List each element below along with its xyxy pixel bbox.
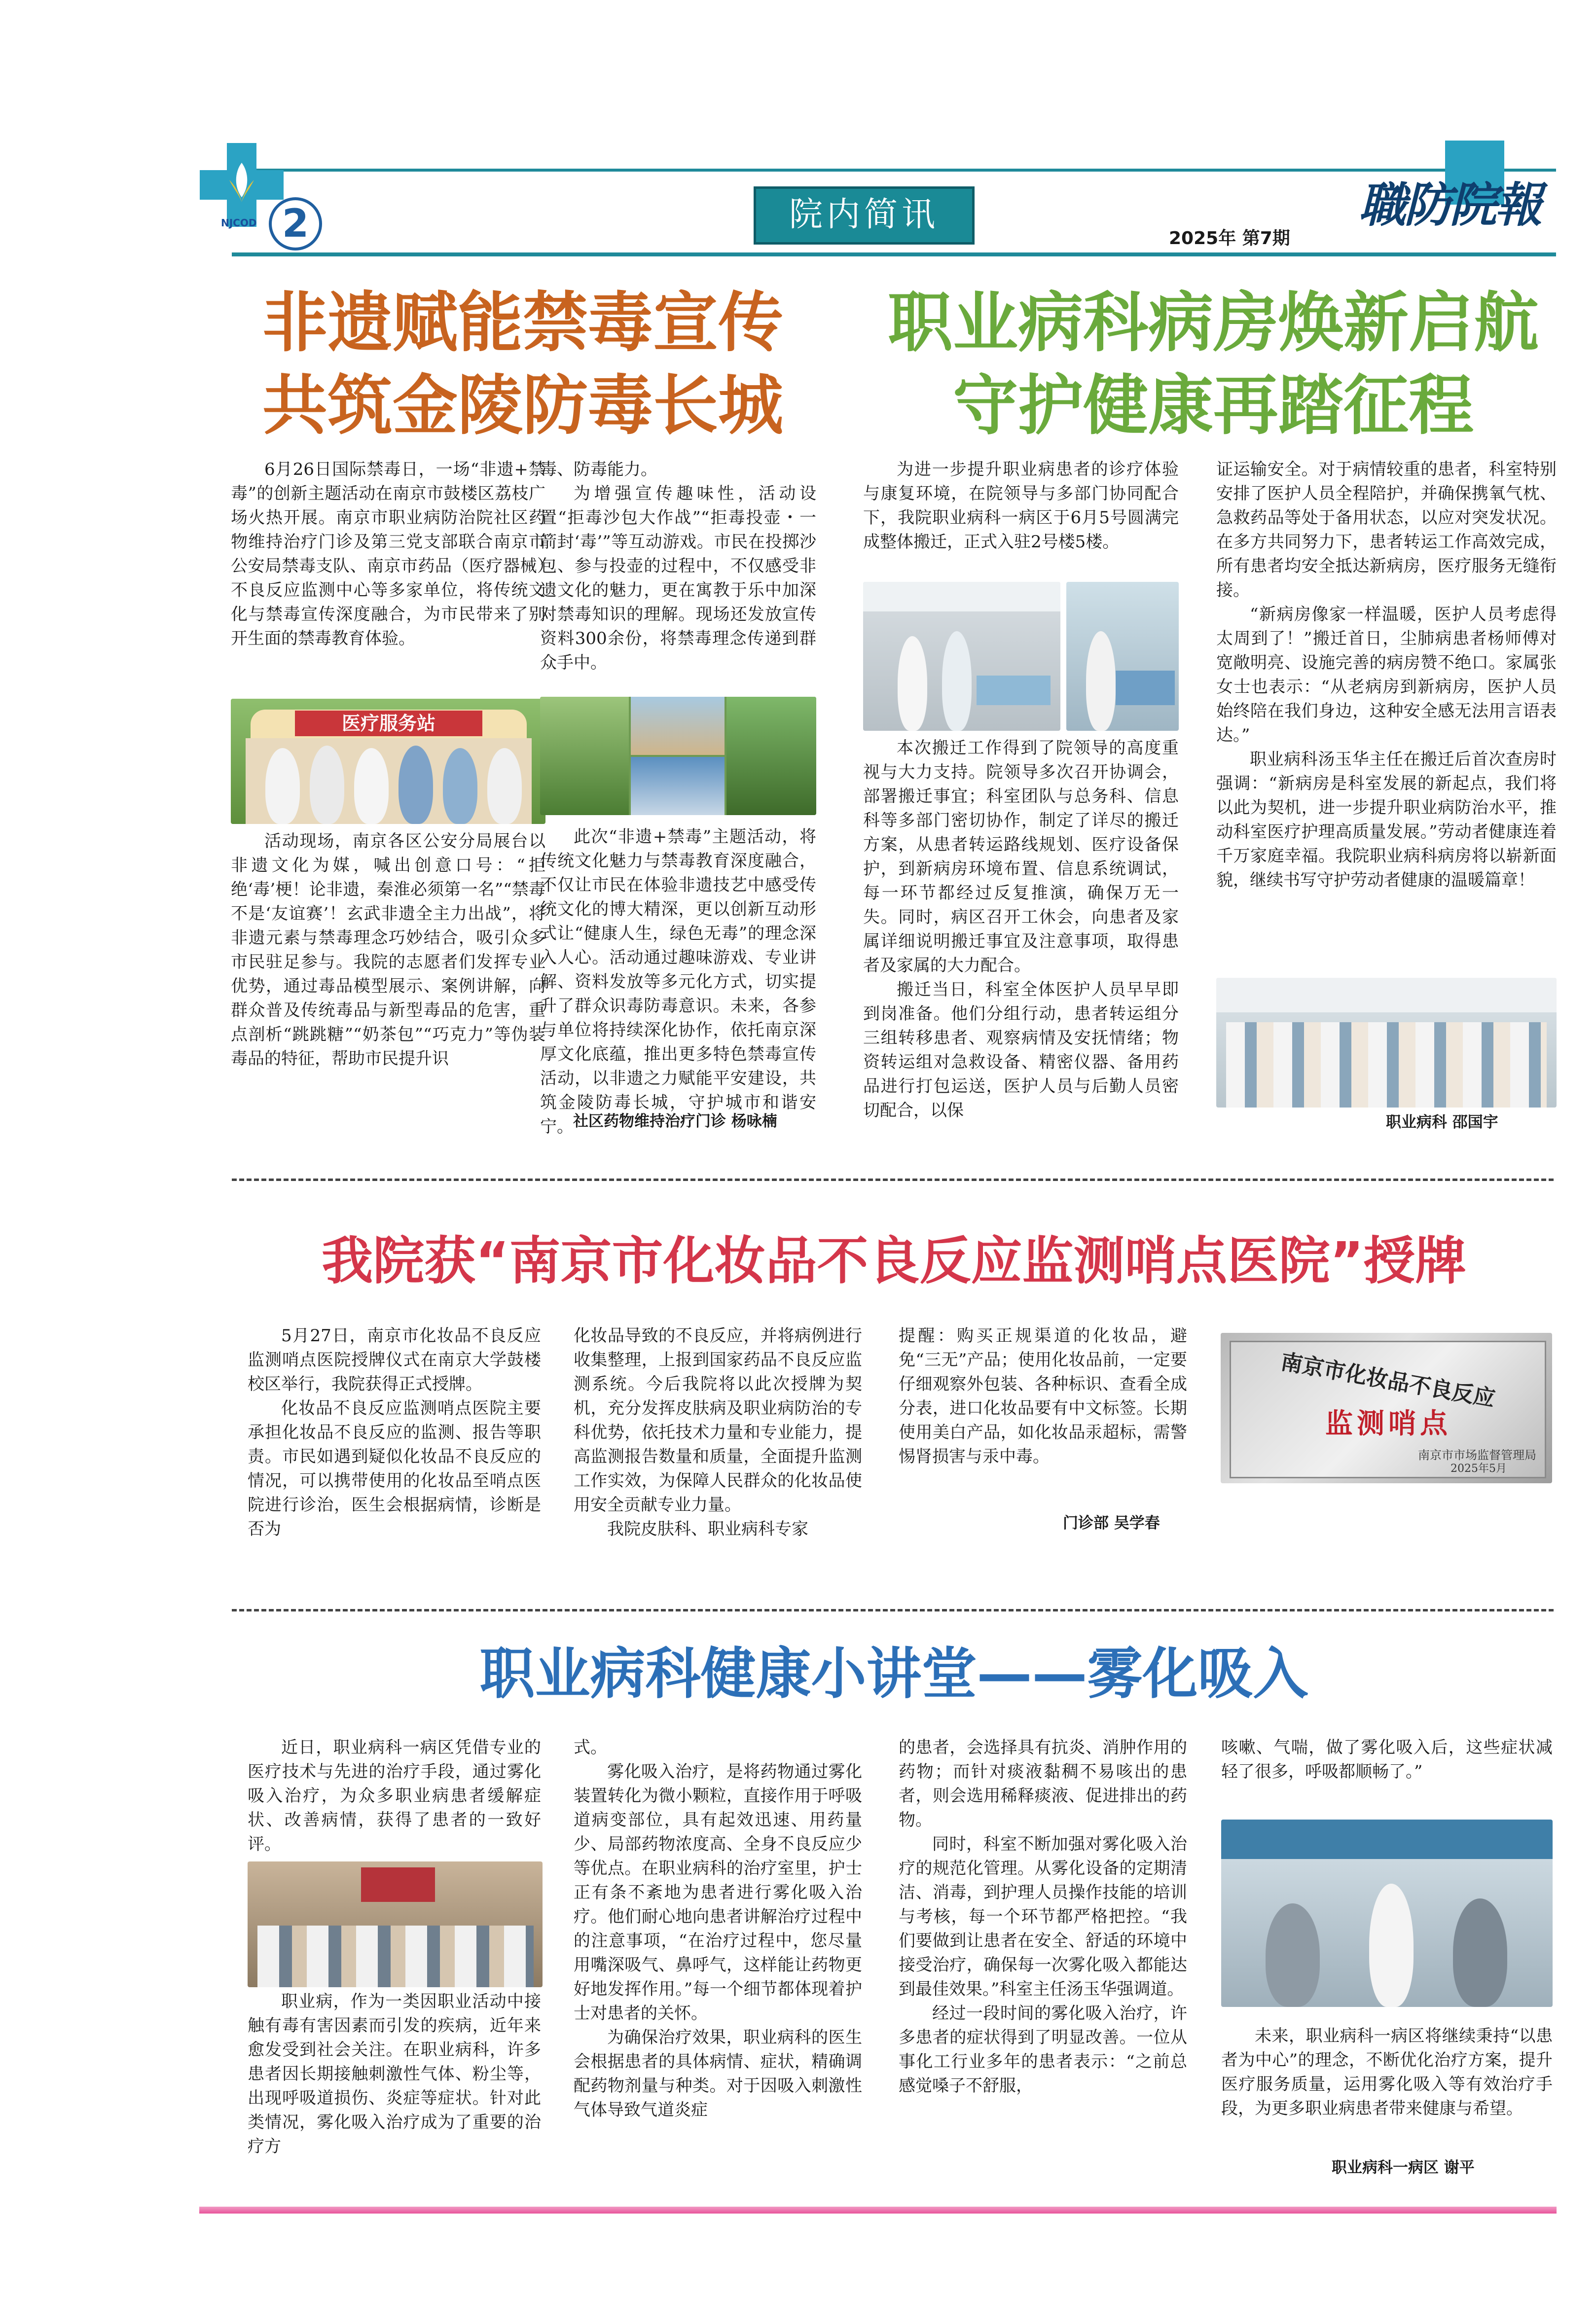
article4-paragraph: 的患者，会选择具有抗炎、消肿作用的药物；而针对痰液黏稠不易咳出的患者，则会选用稀释痰液、促进排出的药物。 xyxy=(899,1738,1187,1830)
article2-photo-corridor xyxy=(863,582,1060,731)
article1-photo-volunteers xyxy=(231,699,545,824)
article2-photo-transfer xyxy=(1066,582,1179,731)
article4-paragraph: 近日，职业病科一病区凭借专业的医疗技术与先进的治疗手段，通过雾化吸入治疗，为众多职业病患者缓解症状、改善病情，获得了患者的一致好评。 xyxy=(248,1738,541,1854)
article4-column4b xyxy=(1221,2024,1553,2121)
article2-column1b xyxy=(863,736,1179,1123)
plaque-issuer: 南京市市场监督管理局 xyxy=(1418,1448,1536,1462)
article4-column1 xyxy=(248,1736,541,1857)
article4-byline: 职业病科一病区 谢平 xyxy=(1332,2159,1475,2177)
article1-paragraph: 为增强宣传趣味性，活动设置“拒毒沙包大作战”“拒毒投壶・一箭封‘毒’”等互动游戏。市民在投掷沙包、参与投壶的过程中，不仅感受非遗文化的魅力，更在寓教于乐中加深对禁毒知识的理解。现场还发放宣传资料300余份，将禁毒理念传递到群众手中。 xyxy=(540,484,816,673)
section-divider xyxy=(232,1179,1554,1181)
article2-paragraph: 本次搬迁工作得到了院领导的高度重视与大力支持。院领导多次召开协调会，部署搬迁事宜；科室团队与总务科、信息科等多部门密切协作，制定了详尽的搬迁方案，从患者转运路线规划、医疗设备保护，到新病房环境布置、信息系统调试，每一环节都经过反复推演，确保万无一失。同时，病区召开工休会，向患者及家属详细说明搬迁事宜及注意事项，取得患者及家属的大力配合。 xyxy=(863,738,1179,975)
brand-title: 職防院報 xyxy=(1359,177,1540,233)
article4-paragraph: 职业病，作为一类因职业活动中接触有毒有害因素而引发的疾病，近年来愈发受到社会关注。在职业病科，许多患者因长期接触刺激性气体、粉尘等，出现呼吸道损伤、炎症等症状。针对此类情况，雾化吸入治疗成为了重要的治疗方 xyxy=(248,1992,541,2156)
article1-column1 xyxy=(231,458,545,651)
article1-paragraph: 活动现场，南京各区公安分局展台以非遗文化为媒，喊出创意口号：“拒绝‘毒’梗！论非遗，秦淮必须第一名”“禁毒不是‘友谊赛’！玄武非遗全主力出战”，将非遗元素与禁毒理念巧妙结合，吸引众多市民驻足参与。我院的志愿者们发挥专业优势，通过毒品模型展示、案例讲解，向群众普及传统毒品与新型毒品的危害，重点剖析“跳跳糖”“奶茶包”“巧克力”等伪装毒品的特征，帮助市民提升识 xyxy=(231,831,545,1069)
article4-column1b xyxy=(248,1990,541,2159)
article3-paragraph: 提醒：购买正规渠道的化妆品，避免“三无”产品；使用化妆品前，一定要仔细观察外包装、各种标识、查看全成分表，进口化妆品要有中文标签。长期使用美白产品，如化妆品汞超标，需警惕肾损害与汞中毒。 xyxy=(899,1326,1187,1466)
article4-column3 xyxy=(899,1736,1187,2098)
article2-byline: 职业病科 邵国宇 xyxy=(1386,1113,1498,1131)
article1-photo-collage xyxy=(540,697,816,815)
article3-column3 xyxy=(899,1324,1187,1469)
article3-byline: 门诊部 吴学春 xyxy=(1063,1514,1160,1532)
article1-byline: 社区药物维持治疗门诊 杨咏楠 xyxy=(573,1112,777,1130)
article1-title-line2: 共筑金陵防毒长城 xyxy=(262,368,783,444)
article3-title: 我院获“南京市化妆品不良反应监测哨点医院”授牌 xyxy=(322,1231,1466,1291)
article1-column1b xyxy=(231,829,545,1071)
plaque-photo xyxy=(1221,1333,1552,1483)
article3-paragraph: 化妆品导致的不良反应，并将病例进行收集整理，上报到国家药品不良反应监测系统。今后我院将以此次授牌为契机，充分发挥皮肤病及职业病防治的专科优势，依托技术力量和专业能力，提高监测报告数量和质量，全面提升监测工作实效，为保障人民群众的化妆品使用安全贡献专业力量。 xyxy=(574,1326,862,1515)
article2-photo-group xyxy=(1216,978,1557,1108)
section-divider xyxy=(232,1609,1554,1611)
article4-paragraph: 式。 xyxy=(574,1738,607,1757)
article2-paragraph: 为进一步提升职业病患者的诊疗体验与康复环境，在院领导与多部门协同配合下，我院职业病科一病区于6月5号圆满完成整体搬迁，正式入驻2号楼5楼。 xyxy=(863,460,1179,552)
article3-paragraph: 化妆品不良反应监测哨点医院主要承担化妆品不良反应的监测、报告等职责。市民如遇到疑似化妆品不良反应的情况，可以携带使用的化妆品至哨点医院进行诊治，医生会根据病情，诊断是否为 xyxy=(248,1398,541,1539)
article2-paragraph: “新病房像家一样温暖，医护人员考虑得太周到了！”搬迁首日，尘肺病患者杨师傅对宽敞明亮、设施完善的病房赞不绝口。家属张女士也表示：“从老病房到新病房，医护人员始终陪在我们身边，这种安全感无法用言语表达。” xyxy=(1216,605,1557,745)
plaque-date: 2025年5月 xyxy=(1451,1463,1507,1475)
article2-title-line1: 职业病科病房焕新启航 xyxy=(888,285,1539,361)
article3-column2 xyxy=(574,1324,862,1541)
article2-column2 xyxy=(1216,458,1557,893)
article2-paragraph: 搬迁当日，科室全体医护人员早早即到岗准备。他们分组行动，患者转运组分三组转移患者、观察病情及安抚情绪；物资转运组对急救设备、精密仪器、备用药品进行打包运送，医护人员与后勤人员密切配合，以保 xyxy=(863,980,1179,1120)
article2-paragraph: 职业病科汤玉华主任在搬迁后首次查房时强调：“新病房是科室发展的新起点，我们将以此为契机，进一步提升职业病防治水平，推动科室医疗护理高质量发展。”劳动者健康连着千万家庭幸福。我院职业病科病房将以崭新面貌，继续书写守护劳动者健康的温暖篇章！ xyxy=(1216,750,1557,890)
article4-photo-lecture xyxy=(248,1861,543,1987)
page-number: 2 xyxy=(282,202,309,246)
logo-caption: NJCOD xyxy=(221,217,257,229)
plaque-title: 南京市化妆品不良反应 xyxy=(1279,1349,1497,1412)
article4-paragraph: 经过一段时间的雾化吸入治疗，许多患者的症状得到了明显改善。一位从事化工行业多年的患者表示：“之前总感觉嗓子不舒服， xyxy=(899,2003,1187,2096)
article3-paragraph: 5月27日，南京市化妆品不良反应监测哨点医院授牌仪式在南京大学鼓楼校区举行，我院获得正式授牌。 xyxy=(248,1326,541,1394)
medical-station-banner: 医疗服务站 xyxy=(295,711,482,736)
article4-paragraph: 未来，职业病科一病区将继续秉持“以患者为中心”的理念，不断优化治疗方案，提升医疗服务质量，运用雾化吸入等有效治疗手段，为更多职业病患者带来健康与希望。 xyxy=(1221,2026,1553,2118)
section-label: 院内简讯 xyxy=(789,195,939,234)
section-label-box xyxy=(754,186,975,245)
page-number-badge xyxy=(269,197,322,250)
article1-paragraph: 毒、防毒能力。 xyxy=(540,460,657,479)
article3-column1 xyxy=(248,1324,541,1541)
footer-rule xyxy=(199,2207,1557,2214)
article4-column2 xyxy=(574,1736,862,2122)
article1-paragraph: 6月26日国际禁毒日，一场“非遗+禁毒”的创新主题活动在南京市鼓楼区荔枝广场火热开展。南京市职业病防治院社区药物维持治疗门诊及第三党支部联合南京市公安局禁毒支队、南京市药品（医疗器械）不良反应监测中心等多家单位，将传统文化与禁毒宣传深度融合，为市民带来了别开生面的禁毒教育体验。 xyxy=(231,460,545,648)
article2-paragraph: 证运输安全。对于病情较重的患者，科室特别安排了医护人员全程陪护，并确保携氧气枕、急救药品等处于备用状态，以应对突发状况。在多方共同努力下，患者转运工作高效完成，所有患者均安全抵达新病房，医疗服务无缝衔接。 xyxy=(1216,460,1557,600)
article4-paragraph: 为确保治疗效果，职业病科的医生会根据患者的具体病情、症状，精确调配药物剂量与种类。对于因吸入刺激性气体导致气道炎症 xyxy=(574,2028,862,2120)
article4-title: 职业病科健康小讲堂——雾化吸入 xyxy=(479,1642,1308,1706)
header-top-rule xyxy=(232,169,1556,172)
article4-photo-treatment xyxy=(1221,1820,1553,2007)
article4-paragraph: 同时，科室不断加强对雾化吸入治疗的规范化管理。从雾化设备的定期清洁、消毒，到护理人员操作技能的培训与考核，每一个环节都严格把控。“我们要做到让患者在安全、舒适的环境中接受治疗，确保每一次雾化吸入都能达到最佳效果。”科室主任汤玉华强调道。 xyxy=(899,1834,1187,1999)
article2-title-line2: 守护健康再踏征程 xyxy=(953,368,1474,444)
article4-paragraph: 咳嗽、气喘，做了雾化吸入后，这些症状减轻了很多，呼吸都顺畅了。” xyxy=(1221,1738,1553,1782)
article4-column4 xyxy=(1221,1736,1553,1784)
article1-title-line1: 非遗赋能禁毒宣传 xyxy=(262,285,783,361)
issue-label: 2025年 第7期 xyxy=(1169,228,1290,249)
article1-column2b xyxy=(540,825,816,1139)
article1-paragraph: 此次“非遗+禁毒”主题活动，将传统文化魅力与禁毒教育深度融合，不仅让市民在体验非遗技艺中感受传统文化的博大精深，更以创新互动形式让“健康人生，绿色无毒”的理念深入人心。活动通过趣味游戏、专业讲解、资料发放等多元化方式，切实提升了群众识毒防毒意识。未来，各参与单位将持续深化协作，依托南京深厚文化底蕴，推出更多特色禁毒宣传活动，以非遗之力赋能平安建设，共筑金陵防毒长城，守护城市和谐安宁。 xyxy=(540,827,816,1137)
article4-paragraph: 雾化吸入治疗，是将药物通过雾化装置转化为微小颗粒，直接作用于呼吸道病变部位，具有起效迅速、用药量少、局部药物浓度高、全身不良反应少等优点。在职业病科的治疗室里，护士正有条不紊地为患者进行雾化吸入治疗。他们耐心地向患者讲解治疗过程中的注意事项，“在治疗过程中，您尽量用嘴深吸气、鼻呼气，这样能让药物更好地发挥作用。”每一个细节都体现着护士对患者的关怀。 xyxy=(574,1762,862,2023)
article2-column1 xyxy=(863,458,1179,554)
plaque-subtitle: 监测哨点 xyxy=(1325,1407,1451,1440)
article3-paragraph: 我院皮肤科、职业病科专家 xyxy=(607,1519,808,1539)
article1-column2 xyxy=(540,458,816,675)
header-bottom-rule xyxy=(232,252,1556,256)
